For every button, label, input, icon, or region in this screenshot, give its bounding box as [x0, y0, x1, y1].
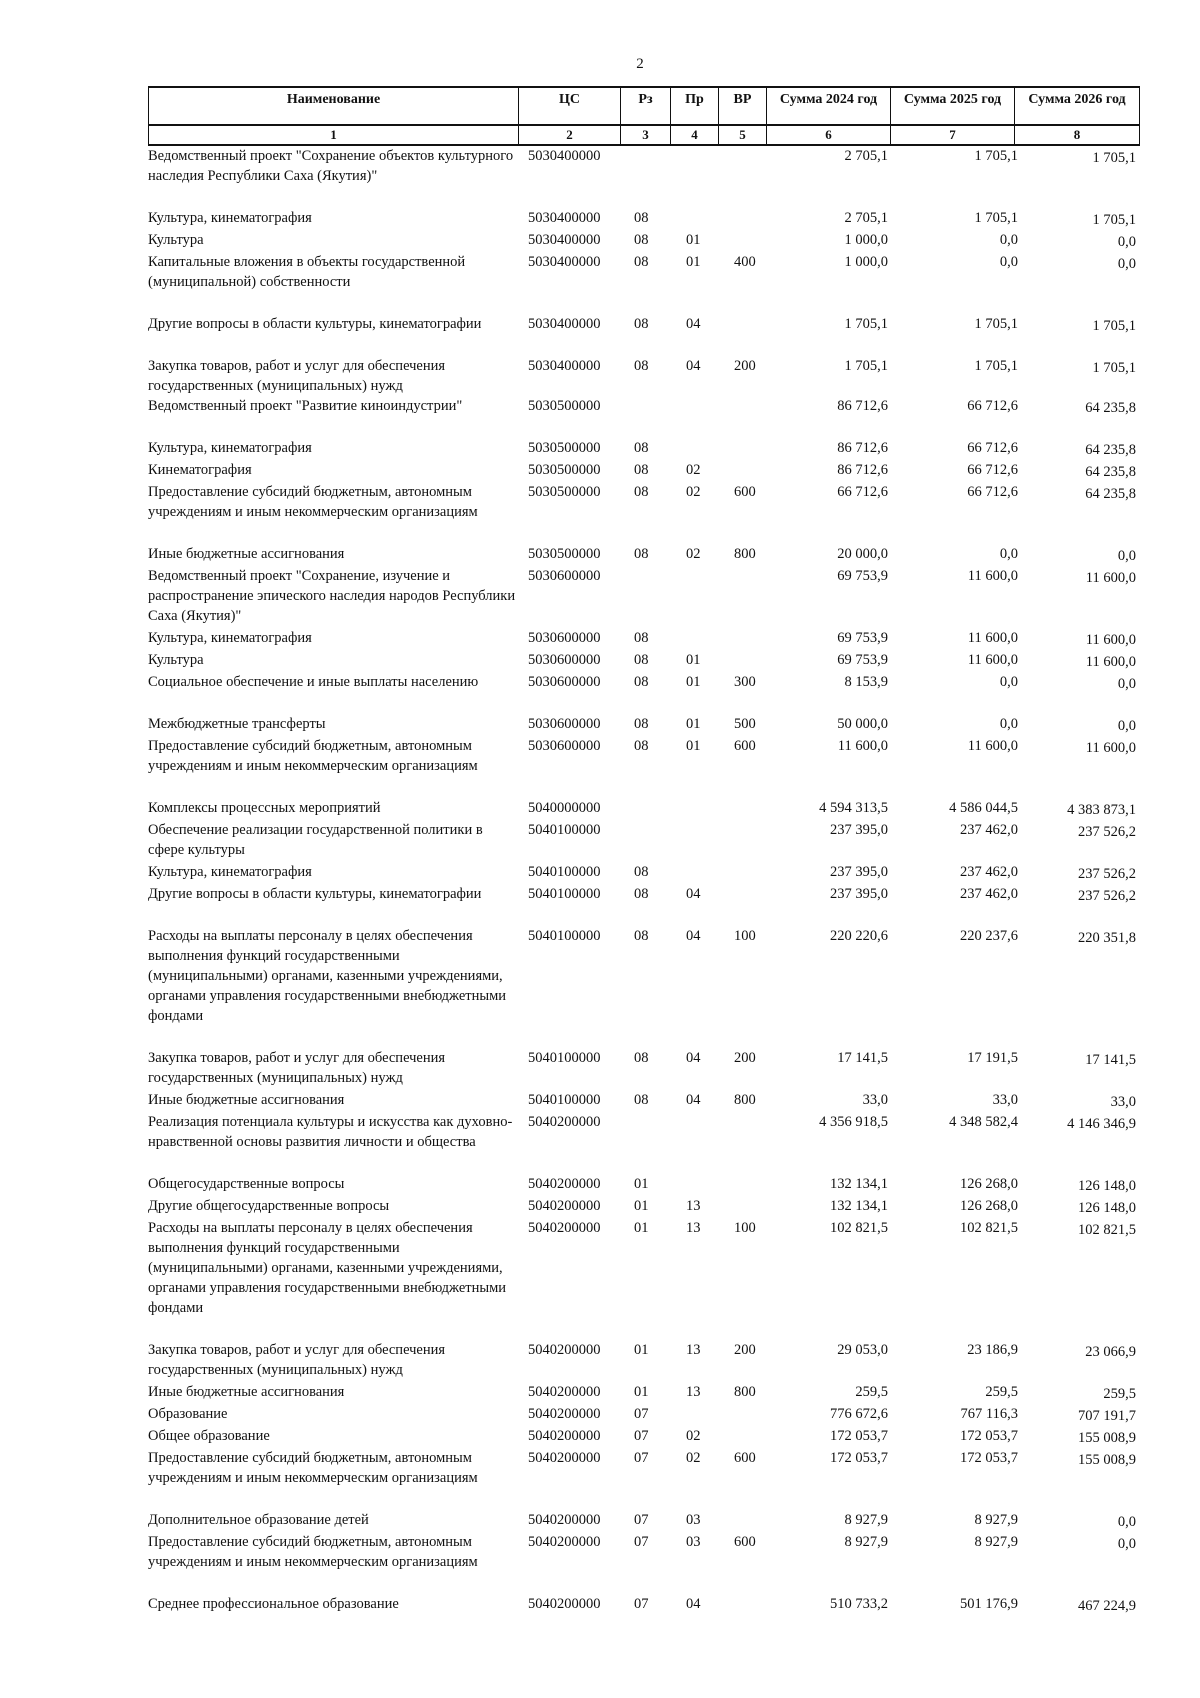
- row-sum-2026: 126 148,0: [1078, 1200, 1136, 1216]
- row-vr: 200: [734, 1050, 756, 1066]
- row-sum-2024: 172 053,7: [830, 1450, 888, 1466]
- row-sum-2025: 11 600,0: [967, 568, 1018, 584]
- row-name: Предоставление субсидий бюджетным, автономным учреждениям и иным некоммерческим организациям: [148, 484, 478, 520]
- row-cs: 5030400000: [528, 254, 601, 270]
- row-sum-2025: 33,0: [992, 1092, 1018, 1108]
- row-sum-2026: 259,5: [1103, 1386, 1136, 1402]
- row-cs: 5040100000: [528, 928, 601, 944]
- header-number-2: 2: [518, 126, 620, 144]
- row-cs: 5030400000: [528, 232, 601, 248]
- row-sum-2026: 11 600,0: [1085, 740, 1136, 756]
- row-sum-2024: 237 395,0: [830, 864, 888, 880]
- row-rz: 01: [634, 1176, 649, 1192]
- row-sum-2026: 64 235,8: [1085, 442, 1136, 458]
- row-pr: 04: [686, 1050, 701, 1066]
- row-cs: 5040100000: [528, 1092, 601, 1108]
- row-pr: 01: [686, 232, 701, 248]
- row-sum-2024: 4 356 918,5: [819, 1114, 888, 1130]
- row-sum-2025: 0,0: [999, 546, 1018, 562]
- row-sum-2026: 64 235,8: [1085, 400, 1136, 416]
- row-sum-2026: 1 705,1: [1092, 318, 1136, 334]
- row-sum-2026: 23 066,9: [1085, 1344, 1136, 1360]
- row-sum-2025: 501 176,9: [960, 1596, 1018, 1612]
- row-cs: 5040200000: [528, 1450, 601, 1466]
- row-vr: 600: [734, 1534, 756, 1550]
- row-sum-2026: 11 600,0: [1085, 654, 1136, 670]
- row-rz: 08: [634, 652, 649, 668]
- row-pr: 02: [686, 1428, 701, 1444]
- row-sum-2024: 69 753,9: [837, 568, 888, 584]
- row-rz: 08: [634, 886, 649, 902]
- row-sum-2024: 220 220,6: [830, 928, 888, 944]
- row-cs: 5040200000: [528, 1384, 601, 1400]
- row-name: Другие общегосударственные вопросы: [148, 1198, 390, 1214]
- row-cs: 5030400000: [528, 316, 601, 332]
- row-sum-2026: 0,0: [1117, 1536, 1136, 1552]
- row-cs: 5040200000: [528, 1534, 601, 1550]
- row-pr: 03: [686, 1512, 701, 1528]
- row-sum-2024: 1 705,1: [844, 316, 888, 332]
- row-rz: 08: [634, 462, 649, 478]
- row-sum-2024: 237 395,0: [830, 886, 888, 902]
- row-sum-2026: 1 705,1: [1092, 212, 1136, 228]
- row-name: Другие вопросы в области культуры, кинематографии: [148, 316, 482, 332]
- row-rz: 08: [634, 864, 649, 880]
- row-name: Ведомственный проект "Сохранение объектов культурного наследия Республики Саха (Якутия)": [148, 148, 514, 184]
- row-sum-2024: 8 153,9: [844, 674, 888, 690]
- row-name: Общегосударственные вопросы: [148, 1176, 345, 1192]
- row-name: Капитальные вложения в объекты государственной (муниципальной) собственности: [148, 254, 466, 290]
- row-sum-2026: 237 526,2: [1078, 824, 1136, 840]
- row-sum-2025: 220 237,6: [960, 928, 1018, 944]
- row-sum-2024: 4 594 313,5: [819, 800, 888, 816]
- row-name: Культура, кинематография: [148, 210, 312, 226]
- row-name: Культура, кинематография: [148, 864, 312, 880]
- row-sum-2024: 69 753,9: [837, 652, 888, 668]
- row-sum-2024: 776 672,6: [830, 1406, 888, 1422]
- row-sum-2025: 11 600,0: [967, 652, 1018, 668]
- page-number: 2: [636, 56, 644, 72]
- row-name: Другие вопросы в области культуры, кинематографии: [148, 886, 482, 902]
- row-rz: 08: [634, 1092, 649, 1108]
- row-sum-2026: 11 600,0: [1085, 570, 1136, 586]
- row-name: Закупка товаров, работ и услуг для обеспечения государственных (муниципальных) нужд: [148, 1050, 446, 1086]
- row-name: Межбюджетные трансферты: [148, 716, 326, 732]
- row-sum-2024: 2 705,1: [844, 210, 888, 226]
- row-name: Расходы на выплаты персоналу в целях обеспечения выполнения функций государственными (муниципальными) органами, казенными учреждениями, органами управления государственными внебюджетными фондами: [148, 928, 507, 1024]
- row-rz: 08: [634, 630, 649, 646]
- row-sum-2026: 102 821,5: [1078, 1222, 1136, 1238]
- row-rz: 01: [634, 1384, 649, 1400]
- row-vr: 600: [734, 484, 756, 500]
- row-name: Обеспечение реализации государственной политики в сфере культуры: [148, 822, 483, 858]
- row-sum-2026: 467 224,9: [1078, 1598, 1136, 1614]
- row-pr: 04: [686, 316, 701, 332]
- row-sum-2024: 29 053,0: [837, 1342, 888, 1358]
- header-number-4: 4: [670, 126, 718, 144]
- row-cs: 5030600000: [528, 652, 601, 668]
- row-sum-2025: 66 712,6: [967, 398, 1018, 414]
- row-pr: 13: [686, 1220, 701, 1236]
- header-rz: Рз: [620, 88, 670, 124]
- row-cs: 5030500000: [528, 398, 601, 414]
- row-sum-2026: 220 351,8: [1078, 930, 1136, 946]
- row-sum-2025: 4 586 044,5: [949, 800, 1018, 816]
- row-sum-2024: 8 927,9: [844, 1512, 888, 1528]
- row-vr: 600: [734, 738, 756, 754]
- row-pr: 01: [686, 652, 701, 668]
- row-sum-2026: 1 705,1: [1092, 150, 1136, 166]
- row-sum-2024: 11 600,0: [837, 738, 888, 754]
- row-cs: 5040200000: [528, 1596, 601, 1612]
- header-number-8: 8: [1014, 126, 1140, 144]
- row-name: Социальное обеспечение и иные выплаты населению: [148, 674, 479, 690]
- row-sum-2024: 17 141,5: [837, 1050, 888, 1066]
- row-name: Культура: [148, 232, 204, 248]
- row-cs: 5030400000: [528, 358, 601, 374]
- row-cs: 5030600000: [528, 630, 601, 646]
- row-pr: 04: [686, 886, 701, 902]
- row-vr: 500: [734, 716, 756, 732]
- row-pr: 01: [686, 254, 701, 270]
- row-cs: 5040200000: [528, 1342, 601, 1358]
- header-cs: ЦС: [518, 88, 620, 124]
- row-name: Среднее профессиональное образование: [148, 1596, 399, 1612]
- row-sum-2024: 2 705,1: [844, 148, 888, 164]
- row-cs: 5040200000: [528, 1220, 601, 1236]
- row-name: Иные бюджетные ассигнования: [148, 546, 345, 562]
- row-sum-2025: 0,0: [999, 674, 1018, 690]
- header-sum-2026: Сумма 2026 год: [1014, 88, 1140, 124]
- row-cs: 5030500000: [528, 484, 601, 500]
- row-sum-2025: 11 600,0: [967, 738, 1018, 754]
- header-titles-row: [148, 86, 1140, 126]
- row-name: Закупка товаров, работ и услуг для обеспечения государственных (муниципальных) нужд: [148, 1342, 446, 1378]
- row-sum-2025: 126 268,0: [960, 1176, 1018, 1192]
- row-rz: 08: [634, 254, 649, 270]
- row-vr: 100: [734, 928, 756, 944]
- row-name: Комплексы процессных мероприятий: [148, 800, 381, 816]
- row-name: Дополнительное образование детей: [148, 1512, 369, 1528]
- row-rz: 08: [634, 232, 649, 248]
- row-sum-2025: 237 462,0: [960, 822, 1018, 838]
- row-pr: 02: [686, 462, 701, 478]
- header-number-3: 3: [620, 126, 670, 144]
- row-sum-2024: 1 000,0: [844, 254, 888, 270]
- header-number-6: 6: [766, 126, 890, 144]
- row-vr: 200: [734, 1342, 756, 1358]
- row-name: Ведомственный проект "Развитие киноиндустрии": [148, 398, 463, 414]
- row-sum-2025: 4 348 582,4: [949, 1114, 1018, 1130]
- row-rz: 08: [634, 546, 649, 562]
- row-vr: 800: [734, 1092, 756, 1108]
- row-cs: 5040100000: [528, 822, 601, 838]
- header-pr: Пр: [670, 88, 718, 124]
- row-sum-2024: 1 705,1: [844, 358, 888, 374]
- row-cs: 5030500000: [528, 546, 601, 562]
- row-sum-2026: 64 235,8: [1085, 464, 1136, 480]
- row-sum-2025: 11 600,0: [967, 630, 1018, 646]
- row-sum-2024: 86 712,6: [837, 440, 888, 456]
- row-sum-2025: 237 462,0: [960, 864, 1018, 880]
- row-cs: 5030400000: [528, 148, 601, 164]
- row-name: Предоставление субсидий бюджетным, автономным учреждениям и иным некоммерческим организациям: [148, 1450, 478, 1486]
- row-sum-2026: 155 008,9: [1078, 1452, 1136, 1468]
- row-cs: 5040200000: [528, 1428, 601, 1444]
- row-rz: 08: [634, 928, 649, 944]
- row-cs: 5040100000: [528, 1050, 601, 1066]
- row-sum-2024: 69 753,9: [837, 630, 888, 646]
- row-pr: 04: [686, 1596, 701, 1612]
- row-sum-2026: 0,0: [1117, 1514, 1136, 1530]
- row-sum-2025: 1 705,1: [974, 148, 1018, 164]
- row-sum-2024: 510 733,2: [830, 1596, 888, 1612]
- row-sum-2024: 172 053,7: [830, 1428, 888, 1444]
- row-sum-2026: 33,0: [1110, 1094, 1136, 1110]
- row-sum-2025: 259,5: [985, 1384, 1018, 1400]
- header-number-7: 7: [890, 126, 1014, 144]
- row-sum-2026: 237 526,2: [1078, 866, 1136, 882]
- row-sum-2025: 237 462,0: [960, 886, 1018, 902]
- row-rz: 07: [634, 1450, 649, 1466]
- row-vr: 600: [734, 1450, 756, 1466]
- row-sum-2025: 66 712,6: [967, 462, 1018, 478]
- row-sum-2026: 64 235,8: [1085, 486, 1136, 502]
- row-pr: 02: [686, 546, 701, 562]
- row-sum-2025: 66 712,6: [967, 440, 1018, 456]
- row-cs: 5030600000: [528, 738, 601, 754]
- row-sum-2025: 66 712,6: [967, 484, 1018, 500]
- row-sum-2024: 50 000,0: [837, 716, 888, 732]
- row-sum-2026: 4 383 873,1: [1067, 802, 1136, 818]
- row-cs: 5030600000: [528, 716, 601, 732]
- row-pr: 13: [686, 1198, 701, 1214]
- row-name: Общее образование: [148, 1428, 270, 1444]
- row-name: Предоставление субсидий бюджетным, автономным учреждениям и иным некоммерческим организациям: [148, 1534, 478, 1570]
- header-name: Наименование: [148, 88, 518, 124]
- row-rz: 07: [634, 1534, 649, 1550]
- row-name: Образование: [148, 1406, 228, 1422]
- row-rz: 08: [634, 1050, 649, 1066]
- row-vr: 300: [734, 674, 756, 690]
- row-sum-2025: 172 053,7: [960, 1428, 1018, 1444]
- row-sum-2024: 86 712,6: [837, 398, 888, 414]
- row-name: Ведомственный проект "Сохранение, изучение и распространение эпического наследия народов Республики Саха (Якутия)": [148, 568, 516, 624]
- row-vr: 200: [734, 358, 756, 374]
- row-cs: 5040000000: [528, 800, 601, 816]
- row-rz: 08: [634, 316, 649, 332]
- row-sum-2026: 237 526,2: [1078, 888, 1136, 904]
- row-sum-2025: 0,0: [999, 254, 1018, 270]
- header-sum-2025: Сумма 2025 год: [890, 88, 1014, 124]
- row-sum-2025: 1 705,1: [974, 358, 1018, 374]
- row-cs: 5030500000: [528, 440, 601, 456]
- row-sum-2026: 0,0: [1117, 256, 1136, 272]
- row-rz: 08: [634, 738, 649, 754]
- row-sum-2026: 126 148,0: [1078, 1178, 1136, 1194]
- row-vr: 400: [734, 254, 756, 270]
- row-sum-2025: 767 116,3: [960, 1406, 1018, 1422]
- row-pr: 01: [686, 738, 701, 754]
- row-sum-2025: 17 191,5: [967, 1050, 1018, 1066]
- row-sum-2026: 0,0: [1117, 676, 1136, 692]
- row-rz: 07: [634, 1512, 649, 1528]
- row-cs: 5040200000: [528, 1512, 601, 1528]
- row-pr: 04: [686, 928, 701, 944]
- row-rz: 07: [634, 1596, 649, 1612]
- row-sum-2026: 155 008,9: [1078, 1430, 1136, 1446]
- row-sum-2024: 20 000,0: [837, 546, 888, 562]
- row-rz: 01: [634, 1198, 649, 1214]
- header-sum-2024: Сумма 2024 год: [766, 88, 890, 124]
- row-sum-2025: 102 821,5: [960, 1220, 1018, 1236]
- row-sum-2025: 1 705,1: [974, 316, 1018, 332]
- row-sum-2024: 132 134,1: [830, 1176, 888, 1192]
- row-name: Расходы на выплаты персоналу в целях обеспечения выполнения функций государственными (муниципальными) органами, казенными учреждениями, органами управления государственными внебюджетными фондами: [148, 1220, 507, 1316]
- row-sum-2024: 33,0: [862, 1092, 888, 1108]
- row-vr: 800: [734, 1384, 756, 1400]
- row-pr: 02: [686, 1450, 701, 1466]
- row-sum-2026: 11 600,0: [1085, 632, 1136, 648]
- row-vr: 800: [734, 546, 756, 562]
- row-pr: 02: [686, 484, 701, 500]
- row-rz: 08: [634, 484, 649, 500]
- row-rz: 08: [634, 210, 649, 226]
- row-sum-2024: 8 927,9: [844, 1534, 888, 1550]
- row-sum-2025: 8 927,9: [974, 1534, 1018, 1550]
- row-sum-2025: 23 186,9: [967, 1342, 1018, 1358]
- table-header: [148, 86, 1140, 144]
- row-cs: 5040200000: [528, 1406, 601, 1422]
- row-sum-2024: 259,5: [855, 1384, 888, 1400]
- row-name: Иные бюджетные ассигнования: [148, 1384, 345, 1400]
- row-sum-2025: 172 053,7: [960, 1450, 1018, 1466]
- row-rz: 07: [634, 1428, 649, 1444]
- row-name: Иные бюджетные ассигнования: [148, 1092, 345, 1108]
- row-name: Культура: [148, 652, 204, 668]
- row-pr: 01: [686, 674, 701, 690]
- header-vr: ВР: [718, 88, 766, 124]
- row-rz: 08: [634, 674, 649, 690]
- row-sum-2026: 1 705,1: [1092, 360, 1136, 376]
- row-name: Предоставление субсидий бюджетным, автономным учреждениям и иным некоммерческим организациям: [148, 738, 478, 774]
- row-sum-2026: 17 141,5: [1085, 1052, 1136, 1068]
- row-pr: 04: [686, 1092, 701, 1108]
- row-cs: 5040200000: [528, 1176, 601, 1192]
- row-pr: 04: [686, 358, 701, 374]
- header-number-5: 5: [718, 126, 766, 144]
- row-cs: 5030400000: [528, 210, 601, 226]
- row-rz: 07: [634, 1406, 649, 1422]
- header-number-1: 1: [148, 126, 518, 144]
- row-sum-2026: 0,0: [1117, 548, 1136, 564]
- row-pr: 01: [686, 716, 701, 732]
- row-sum-2026: 0,0: [1117, 718, 1136, 734]
- row-pr: 13: [686, 1342, 701, 1358]
- row-sum-2024: 86 712,6: [837, 462, 888, 478]
- row-sum-2025: 126 268,0: [960, 1198, 1018, 1214]
- header-numbers-row: [148, 126, 1140, 146]
- row-sum-2025: 1 705,1: [974, 210, 1018, 226]
- row-sum-2026: 4 146 346,9: [1067, 1116, 1136, 1132]
- row-sum-2025: 8 927,9: [974, 1512, 1018, 1528]
- row-rz: 08: [634, 716, 649, 732]
- row-sum-2024: 1 000,0: [844, 232, 888, 248]
- row-rz: 01: [634, 1220, 649, 1236]
- row-vr: 100: [734, 1220, 756, 1236]
- row-sum-2024: 66 712,6: [837, 484, 888, 500]
- row-sum-2024: 102 821,5: [830, 1220, 888, 1236]
- row-cs: 5030500000: [528, 462, 601, 478]
- row-pr: 13: [686, 1384, 701, 1400]
- row-cs: 5040200000: [528, 1114, 601, 1130]
- row-name: Закупка товаров, работ и услуг для обеспечения государственных (муниципальных) нужд: [148, 358, 446, 394]
- row-name: Реализация потенциала культуры и искусства как духовно-нравственной основы развития личности и общества: [148, 1114, 513, 1150]
- row-sum-2024: 132 134,1: [830, 1198, 888, 1214]
- row-sum-2025: 0,0: [999, 232, 1018, 248]
- row-cs: 5040200000: [528, 1198, 601, 1214]
- row-sum-2024: 237 395,0: [830, 822, 888, 838]
- row-cs: 5030600000: [528, 568, 601, 584]
- row-cs: 5040100000: [528, 886, 601, 902]
- row-pr: 03: [686, 1534, 701, 1550]
- row-cs: 5030600000: [528, 674, 601, 690]
- row-name: Кинематография: [148, 462, 252, 478]
- row-name: Культура, кинематография: [148, 630, 312, 646]
- row-name: Культура, кинематография: [148, 440, 312, 456]
- row-rz: 08: [634, 440, 649, 456]
- row-cs: 5040100000: [528, 864, 601, 880]
- row-sum-2026: 0,0: [1117, 234, 1136, 250]
- row-sum-2026: 707 191,7: [1078, 1408, 1136, 1424]
- row-rz: 01: [634, 1342, 649, 1358]
- row-sum-2025: 0,0: [999, 716, 1018, 732]
- row-rz: 08: [634, 358, 649, 374]
